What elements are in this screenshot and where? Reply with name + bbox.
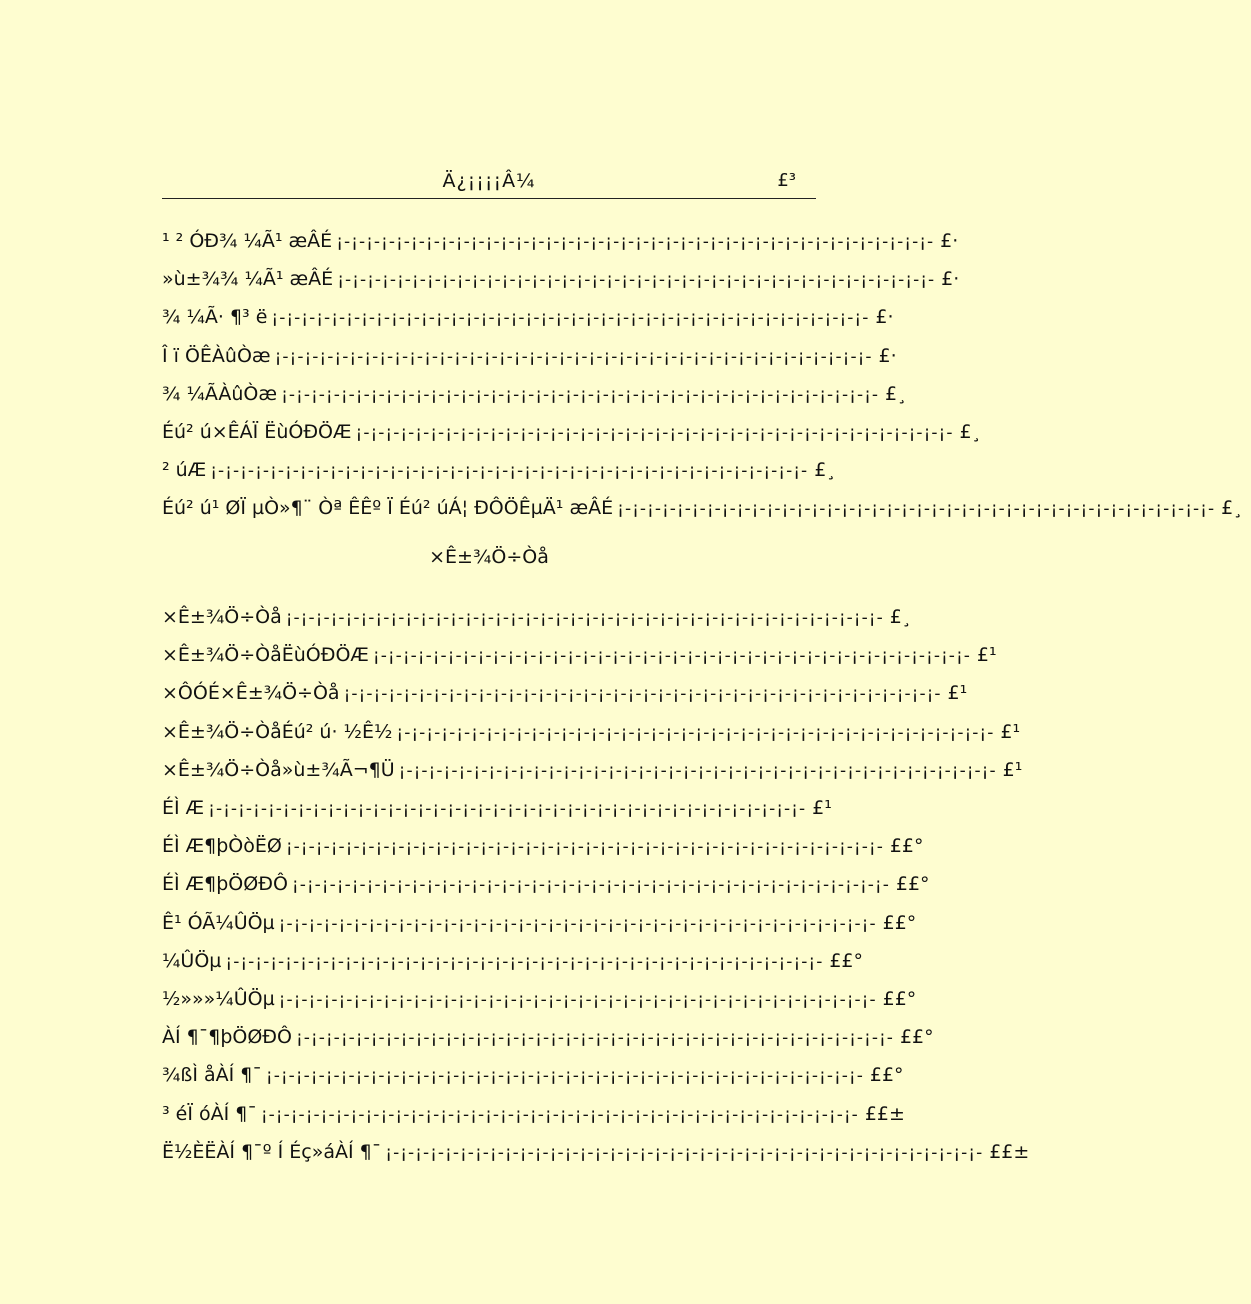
toc-leader-dots: ¡-¡-¡-¡-¡-¡-¡-¡-¡-¡-¡-¡-¡-¡-¡-¡-¡-¡-¡-¡-¡-¡-¡-¡-¡-¡-¡-¡-¡-¡-¡-¡-¡-¡-¡-¡-¡-¡-¡-¡-: [337, 270, 936, 291]
toc-entry-page: ££°: [882, 988, 917, 1010]
toc-entry[interactable]: [162, 906, 917, 934]
toc-entry-label: Ê¹ ÓÃ¼ÛÖµ: [162, 911, 275, 934]
toc-leader-dots: ¡-¡-¡-¡-¡-¡-¡-¡-¡-¡-¡-¡-¡-¡-¡-¡-¡-¡-¡-¡-¡-¡-¡-¡-¡-¡-¡-¡-¡-¡-¡-¡-¡-¡-¡-¡-¡-¡-¡-¡-: [225, 951, 824, 972]
toc-leader-dots: ¡-¡-¡-¡-¡-¡-¡-¡-¡-¡-¡-¡-¡-¡-¡-¡-¡-¡-¡-¡-¡-¡-¡-¡-¡-¡-¡-¡-¡-¡-¡-¡-¡-¡-¡-¡-¡-¡-¡-¡-: [355, 423, 954, 443]
toc-entry-page: £¸: [814, 459, 836, 482]
toc-entry-label: ×Ê±¾Ö÷ÒåËùÓÐÖÆ: [162, 644, 369, 667]
toc-entry-page: £·: [940, 230, 959, 252]
toc-entry-label: ² úÆ: [162, 459, 207, 482]
toc-leader-dots: ¡-¡-¡-¡-¡-¡-¡-¡-¡-¡-¡-¡-¡-¡-¡-¡-¡-¡-¡-¡-¡-¡-¡-¡-¡-¡-¡-¡-¡-¡-¡-¡-¡-¡-¡-¡-¡-¡-¡-¡-: [265, 1066, 864, 1087]
toc-leader-dots: ¡-¡-¡-¡-¡-¡-¡-¡-¡-¡-¡-¡-¡-¡-¡-¡-¡-¡-¡-¡-¡-¡-¡-¡-¡-¡-¡-¡-¡-¡-¡-¡-¡-¡-¡-¡-¡-¡-¡-¡-: [372, 646, 971, 667]
toc-entry[interactable]: [162, 262, 960, 291]
toc-entry-page: ££°: [899, 1026, 934, 1049]
toc-leader-dots: ¡-¡-¡-¡-¡-¡-¡-¡-¡-¡-¡-¡-¡-¡-¡-¡-¡-¡-¡-¡-¡-¡-¡-¡-¡-¡-¡-¡-¡-¡-¡-¡-¡-¡-¡-¡-¡-¡-¡-¡-: [285, 837, 884, 858]
toc-entry-label: ÉÌ Æ¶þÒòËØ: [162, 835, 282, 858]
toc-entry-page: ££°: [895, 873, 930, 896]
toc-leader-dots: ¡-¡-¡-¡-¡-¡-¡-¡-¡-¡-¡-¡-¡-¡-¡-¡-¡-¡-¡-¡-¡-¡-¡-¡-¡-¡-¡-¡-¡-¡-¡-¡-¡-¡-¡-¡-¡-¡-¡-¡-: [617, 499, 1216, 520]
toc-entry-page: ££°: [882, 911, 917, 934]
toc-leader-dots: ¡-¡-¡-¡-¡-¡-¡-¡-¡-¡-¡-¡-¡-¡-¡-¡-¡-¡-¡-¡-¡-¡-¡-¡-¡-¡-¡-¡-¡-¡-¡-¡-¡-¡-¡-¡-¡-¡-¡-¡-: [208, 799, 807, 819]
toc-entry[interactable]: [162, 415, 982, 443]
toc-leader-dots: ¡-¡-¡-¡-¡-¡-¡-¡-¡-¡-¡-¡-¡-¡-¡-¡-¡-¡-¡-¡-¡-¡-¡-¡-¡-¡-¡-¡-¡-¡-¡-¡-¡-¡-¡-¡-¡-¡-¡-¡-: [210, 461, 809, 482]
toc-entry[interactable]: [162, 339, 897, 367]
toc-entry-label: ×Ê±¾Ö÷Òå»ù±¾Ã¬¶Ü: [162, 758, 395, 781]
toc-entry[interactable]: [162, 1058, 904, 1087]
toc-leader-dots: ¡-¡-¡-¡-¡-¡-¡-¡-¡-¡-¡-¡-¡-¡-¡-¡-¡-¡-¡-¡-¡-¡-¡-¡-¡-¡-¡-¡-¡-¡-¡-¡-¡-¡-¡-¡-¡-¡-¡-¡-: [274, 346, 873, 367]
toc-entry-label: ¹ ² ÓÐ¾ ¼Ã¹ æÂÉ: [162, 230, 333, 252]
toc-entry-page: ££±: [864, 1102, 905, 1125]
toc-entry-label: ÉÌ Æ: [162, 797, 205, 819]
toc-entry-page: ££±: [989, 1140, 1030, 1163]
toc-entry[interactable]: [162, 867, 930, 896]
toc-entry-page: £¸: [889, 606, 912, 628]
toc-entry-page: £¸: [885, 382, 907, 405]
toc-leader-dots: ¡-¡-¡-¡-¡-¡-¡-¡-¡-¡-¡-¡-¡-¡-¡-¡-¡-¡-¡-¡-¡-¡-¡-¡-¡-¡-¡-¡-¡-¡-¡-¡-¡-¡-¡-¡-¡-¡-¡-¡-: [385, 1142, 984, 1163]
toc-entry-label: ¾ßÌ åÀÍ ¶¯: [162, 1064, 262, 1087]
toc-leader-dots: ¡-¡-¡-¡-¡-¡-¡-¡-¡-¡-¡-¡-¡-¡-¡-¡-¡-¡-¡-¡-¡-¡-¡-¡-¡-¡-¡-¡-¡-¡-¡-¡-¡-¡-¡-¡-¡-¡-¡-¡-: [396, 722, 995, 743]
toc-entry[interactable]: [162, 600, 912, 628]
toc-entry-label: Î ï ÖÊÀûÒæ: [162, 344, 271, 367]
toc-entry-label: ½»»»¼ÛÖµ: [162, 988, 275, 1010]
toc-entry[interactable]: [162, 753, 1023, 781]
toc-entry-page: ££°: [829, 949, 864, 972]
toc-entry[interactable]: [162, 377, 907, 405]
toc-leader-dots: ¡-¡-¡-¡-¡-¡-¡-¡-¡-¡-¡-¡-¡-¡-¡-¡-¡-¡-¡-¡-¡-¡-¡-¡-¡-¡-¡-¡-¡-¡-¡-¡-¡-¡-¡-¡-¡-¡-¡-¡-: [281, 384, 880, 405]
toc-entry-page: £¸: [959, 421, 982, 443]
toc-entry-label: ¾ ¼Ã· ¶³ ë: [162, 306, 268, 329]
toc-entry-label: ×ÔÓÉ×Ê±¾Ö÷Òå: [162, 682, 340, 705]
header-page-number: £³: [777, 170, 796, 191]
toc-entry-page: £·: [941, 268, 960, 291]
toc-entry[interactable]: [162, 676, 968, 705]
toc-entry[interactable]: [162, 1020, 934, 1049]
toc-entry-label: ¾ ¼ÃÀûÒæ: [162, 382, 278, 405]
toc-leader-dots: ¡-¡-¡-¡-¡-¡-¡-¡-¡-¡-¡-¡-¡-¡-¡-¡-¡-¡-¡-¡-¡-¡-¡-¡-¡-¡-¡-¡-¡-¡-¡-¡-¡-¡-¡-¡-¡-¡-¡-¡-: [295, 1028, 894, 1049]
toc-entry-page: £¹: [1002, 758, 1023, 781]
toc-entry[interactable]: [162, 982, 917, 1010]
toc-leader-dots: ¡-¡-¡-¡-¡-¡-¡-¡-¡-¡-¡-¡-¡-¡-¡-¡-¡-¡-¡-¡-¡-¡-¡-¡-¡-¡-¡-¡-¡-¡-¡-¡-¡-¡-¡-¡-¡-¡-¡-¡-: [285, 608, 884, 628]
toc-entry-page: £¹: [812, 797, 832, 819]
toc-entry[interactable]: [162, 224, 959, 252]
toc-entry-page: £·: [878, 344, 897, 367]
toc-entry-label: Éú² ú×ÊÁÏ ËùÓÐÖÆ: [162, 421, 352, 443]
toc-entry-label: ¼ÛÖµ: [162, 949, 222, 972]
toc-entry-label: ³ éÏ óÀÍ ¶¯: [162, 1102, 257, 1125]
toc-entry-page: £¹: [947, 682, 968, 705]
toc-entry-label: ÉÌ Æ¶þÖØÐÔ: [162, 873, 288, 896]
toc-entry-page: £¸: [1221, 497, 1243, 520]
section-heading: ×Ê±¾Ö÷Òå: [429, 546, 549, 568]
toc-entry-label: ×Ê±¾Ö÷Òå: [162, 606, 282, 628]
toc-entry[interactable]: [162, 944, 864, 972]
toc-leader-dots: ¡-¡-¡-¡-¡-¡-¡-¡-¡-¡-¡-¡-¡-¡-¡-¡-¡-¡-¡-¡-¡-¡-¡-¡-¡-¡-¡-¡-¡-¡-¡-¡-¡-¡-¡-¡-¡-¡-¡-¡-: [398, 760, 997, 781]
toc-entry-label: Ë½ÈËÀÍ ¶¯º Í Éç»áÀÍ ¶¯: [162, 1140, 382, 1163]
header-title: Ä¿¡¡¡¡Â¼: [442, 170, 536, 192]
toc-leader-dots: ¡-¡-¡-¡-¡-¡-¡-¡-¡-¡-¡-¡-¡-¡-¡-¡-¡-¡-¡-¡-¡-¡-¡-¡-¡-¡-¡-¡-¡-¡-¡-¡-¡-¡-¡-¡-¡-¡-¡-¡-: [343, 684, 942, 705]
toc-entry[interactable]: [162, 491, 1243, 520]
toc-leader-dots: ¡-¡-¡-¡-¡-¡-¡-¡-¡-¡-¡-¡-¡-¡-¡-¡-¡-¡-¡-¡-¡-¡-¡-¡-¡-¡-¡-¡-¡-¡-¡-¡-¡-¡-¡-¡-¡-¡-¡-¡-: [260, 1104, 859, 1125]
toc-entry[interactable]: [162, 791, 832, 819]
toc-leader-dots: ¡-¡-¡-¡-¡-¡-¡-¡-¡-¡-¡-¡-¡-¡-¡-¡-¡-¡-¡-¡-¡-¡-¡-¡-¡-¡-¡-¡-¡-¡-¡-¡-¡-¡-¡-¡-¡-¡-¡-¡-: [278, 990, 877, 1010]
toc-entry[interactable]: [162, 829, 924, 858]
toc-entry[interactable]: [162, 1097, 905, 1125]
toc-entry-label: ×Ê±¾Ö÷ÒåÉú² ú· ½Ê½: [162, 720, 393, 743]
toc-entry-page: ££°: [869, 1064, 904, 1087]
toc-entry-page: £¹: [976, 644, 997, 667]
toc-entry-page: £·: [875, 306, 894, 329]
toc-entry-label: Éú² ú¹ ØÏ µÒ»¶¨ Òª ÊÊº Ï Éú² úÁ¦ ÐÔÖÊµÄ¹ æÂÉ: [162, 497, 614, 520]
toc-entry[interactable]: [162, 453, 836, 482]
toc-entry-page: ££°: [889, 835, 924, 858]
toc-leader-dots: ¡-¡-¡-¡-¡-¡-¡-¡-¡-¡-¡-¡-¡-¡-¡-¡-¡-¡-¡-¡-¡-¡-¡-¡-¡-¡-¡-¡-¡-¡-¡-¡-¡-¡-¡-¡-¡-¡-¡-¡-: [278, 913, 877, 934]
toc-entry[interactable]: [162, 715, 1021, 743]
toc-entry-label: ÀÍ ¶¯¶þÖØÐÔ: [162, 1026, 292, 1049]
page-header: [162, 164, 816, 199]
toc-entry[interactable]: [162, 1135, 1030, 1163]
toc-leader-dots: ¡-¡-¡-¡-¡-¡-¡-¡-¡-¡-¡-¡-¡-¡-¡-¡-¡-¡-¡-¡-¡-¡-¡-¡-¡-¡-¡-¡-¡-¡-¡-¡-¡-¡-¡-¡-¡-¡-¡-¡-: [336, 232, 935, 252]
toc-entry[interactable]: [162, 638, 997, 667]
toc-entry-page: £¹: [1000, 720, 1021, 743]
toc-leader-dots: ¡-¡-¡-¡-¡-¡-¡-¡-¡-¡-¡-¡-¡-¡-¡-¡-¡-¡-¡-¡-¡-¡-¡-¡-¡-¡-¡-¡-¡-¡-¡-¡-¡-¡-¡-¡-¡-¡-¡-¡-: [291, 875, 890, 896]
toc-entry-label: »ù±¾¾ ¼Ã¹ æÂÉ: [162, 268, 334, 291]
toc-entry[interactable]: [162, 300, 894, 329]
toc-leader-dots: ¡-¡-¡-¡-¡-¡-¡-¡-¡-¡-¡-¡-¡-¡-¡-¡-¡-¡-¡-¡-¡-¡-¡-¡-¡-¡-¡-¡-¡-¡-¡-¡-¡-¡-¡-¡-¡-¡-¡-¡-: [271, 308, 870, 329]
